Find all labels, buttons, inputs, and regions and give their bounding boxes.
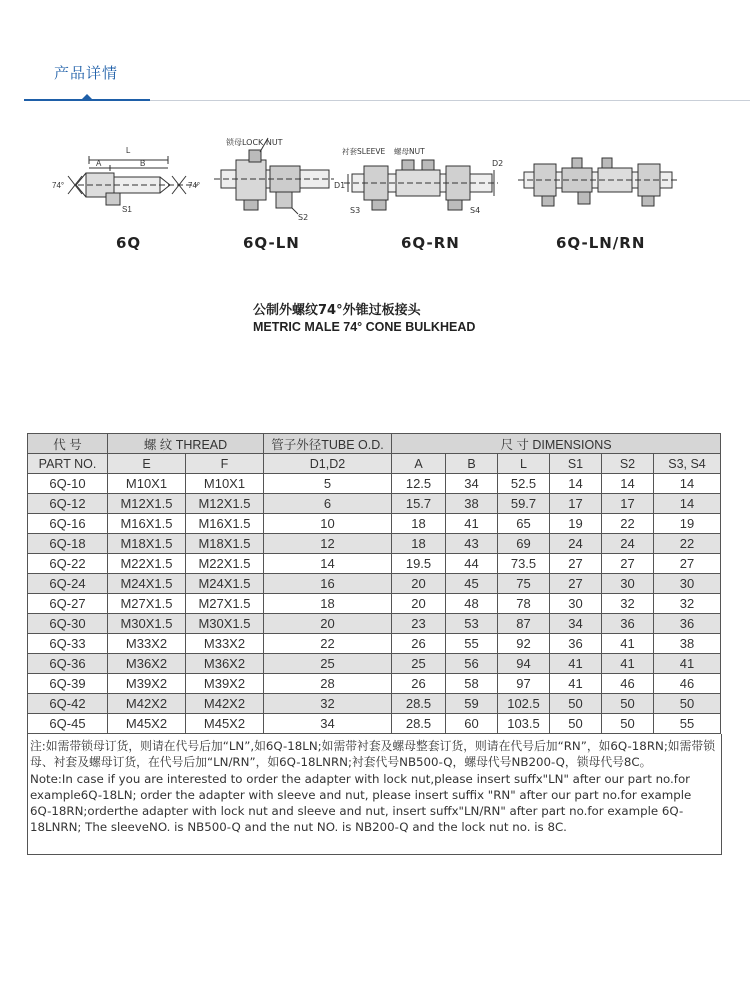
dim-label-s2: S2 (298, 213, 309, 222)
table-cell: 20 (392, 574, 446, 594)
table-header-row-2 (28, 454, 721, 474)
table-cell: 18 (264, 594, 392, 614)
header-tube-od: 管子外径TUBE O.D. (264, 434, 392, 454)
lock-nut-label: 锁母LOCK NUT (226, 138, 283, 147)
table-cell: 10 (264, 514, 392, 534)
figure-label-6q-ln-rn: 6Q-LN/RN (556, 234, 646, 252)
table-cell: 14 (550, 474, 602, 494)
table-cell: 16 (264, 574, 392, 594)
dim-label-s4: S4 (470, 206, 481, 215)
table-cell: 30 (550, 594, 602, 614)
table-cell: 36 (654, 614, 721, 634)
header-e: E (108, 454, 186, 474)
table-cell: 32 (654, 594, 721, 614)
section-title: 产品详情 (54, 64, 119, 82)
table-row (28, 534, 721, 554)
table-cell: 50 (654, 694, 721, 714)
table-cell: M22X1.5 (108, 554, 186, 574)
table-cell: 25 (392, 654, 446, 674)
table-cell: M16X1.5 (186, 514, 264, 534)
table-cell: 28.5 (392, 714, 446, 734)
figure-label-6q-ln: 6Q-LN (243, 234, 300, 252)
table-cell: M12X1.5 (108, 494, 186, 514)
table-cell: 27 (654, 554, 721, 574)
table-cell: M27X1.5 (108, 594, 186, 614)
table-cell: 59.7 (498, 494, 550, 514)
nut-label: 螺母NUT (394, 147, 425, 156)
header-s1: S1 (550, 454, 602, 474)
table-cell: M45X2 (108, 714, 186, 734)
table-cell: 6Q-36 (28, 654, 108, 674)
header-a: A (392, 454, 446, 474)
table-cell: 12 (264, 534, 392, 554)
table-cell: 34 (446, 474, 498, 494)
table-cell: 75 (498, 574, 550, 594)
table-row (28, 694, 721, 714)
table-cell: M42X2 (108, 694, 186, 714)
table-row (28, 494, 721, 514)
table-cell: 19.5 (392, 554, 446, 574)
table-cell: 73.5 (498, 554, 550, 574)
table-cell: 22 (654, 534, 721, 554)
table-row (28, 554, 721, 574)
table-cell: M45X2 (186, 714, 264, 734)
table-cell: 41 (602, 654, 654, 674)
table-cell: M16X1.5 (108, 514, 186, 534)
header-pointer (82, 94, 92, 99)
table-cell: 22 (264, 634, 392, 654)
table-cell: 102.5 (498, 694, 550, 714)
table-cell: 46 (602, 674, 654, 694)
table-cell: 45 (446, 574, 498, 594)
table-cell: 55 (654, 714, 721, 734)
table-cell: M39X2 (108, 674, 186, 694)
table-cell: 103.5 (498, 714, 550, 734)
table-cell: 30 (654, 574, 721, 594)
order-note (27, 734, 722, 855)
table-cell: 50 (550, 714, 602, 734)
table-header-row-1 (28, 434, 721, 454)
angle-label-left: 74° (52, 181, 65, 190)
table-cell: 65 (498, 514, 550, 534)
header-f: F (186, 454, 264, 474)
table-cell: 25 (264, 654, 392, 674)
table-cell: 36 (550, 634, 602, 654)
table-cell: M39X2 (186, 674, 264, 694)
table-cell: 6Q-18 (28, 534, 108, 554)
table-cell: 27 (602, 554, 654, 574)
dim-label-b: B (140, 159, 146, 168)
table-cell: 12.5 (392, 474, 446, 494)
table-cell: 19 (550, 514, 602, 534)
table-cell: 53 (446, 614, 498, 634)
table-cell: 24 (602, 534, 654, 554)
table-cell: M33X2 (108, 634, 186, 654)
table-cell: M24X1.5 (108, 574, 186, 594)
table-cell: 6Q-22 (28, 554, 108, 574)
table-cell: 69 (498, 534, 550, 554)
table-cell: 6Q-39 (28, 674, 108, 694)
table-cell: 22 (602, 514, 654, 534)
table-cell: 34 (550, 614, 602, 634)
table-row (28, 514, 721, 534)
table-cell: 6Q-45 (28, 714, 108, 734)
table-cell: 17 (550, 494, 602, 514)
table-cell: 50 (602, 694, 654, 714)
dim-label-d1: D1 (334, 181, 346, 190)
table-cell: M27X1.5 (186, 594, 264, 614)
table-cell: 59 (446, 694, 498, 714)
table-cell: M10X1 (186, 474, 264, 494)
product-title-en: METRIC MALE 74° CONE BULKHEAD (253, 320, 476, 334)
table-cell: M10X1 (108, 474, 186, 494)
table-cell: M12X1.5 (186, 494, 264, 514)
table-cell: 46 (654, 674, 721, 694)
table-row (28, 674, 721, 694)
table-cell: 52.5 (498, 474, 550, 494)
table-cell: 50 (602, 714, 654, 734)
table-cell: 58 (446, 674, 498, 694)
note-cn: 注:如需带锁母订货，则请在代号后加“LN”,如6Q-18LN;如需带衬套及螺母整套订货，则请在代号后加“RN”，如6Q-18RN;如需带锁母、衬套及螺母订货，在代号后加“LN/RN”，如6Q-18LNRN;衬套代号NB500-Q，螺母代号NB200-Q，锁母代号8C。 (30, 739, 715, 770)
figure-6q-ln-drawing (206, 132, 336, 224)
table-cell: 94 (498, 654, 550, 674)
header-dimensions: 尺 寸 DIMENSIONS (392, 434, 721, 454)
table-cell: 26 (392, 634, 446, 654)
header-thread: 螺 纹 THREAD (108, 434, 264, 454)
table-cell: 14 (654, 494, 721, 514)
figure-6q-drawing (48, 140, 218, 220)
table-cell: 6Q-42 (28, 694, 108, 714)
table-cell: 56 (446, 654, 498, 674)
specification-table (27, 433, 721, 734)
table-cell: 41 (550, 654, 602, 674)
table-cell: 26 (392, 674, 446, 694)
table-cell: M18X1.5 (186, 534, 264, 554)
table-cell: 14 (264, 554, 392, 574)
table-cell: 28 (264, 674, 392, 694)
table-cell: M24X1.5 (186, 574, 264, 594)
header-part-no: PART NO. (28, 454, 108, 474)
table-cell: 6Q-12 (28, 494, 108, 514)
table-cell: 5 (264, 474, 392, 494)
table-cell: M22X1.5 (186, 554, 264, 574)
header-s2: S2 (602, 454, 654, 474)
note-en: Note:In case if you are interested to order the adapter with lock nut,please insert suffx"LN" after our part no.for example6Q-18LN; order the adapter with sleeve and nut, please insert suffix "RN" after our part no.for example 6Q-18RN;orderthe adapter with lock nut and sleeve and nut, insert suffx"LN/RN" after part no.for example 6Q-18LNRN; The sleeveNO. is NB500-Q and the nut NO. is NB200-Q and the lock nut no. is 8C. (30, 771, 692, 835)
table-cell: M18X1.5 (108, 534, 186, 554)
table-cell: 6Q-10 (28, 474, 108, 494)
table-cell: M36X2 (186, 654, 264, 674)
table-cell: 27 (550, 574, 602, 594)
table-row (28, 654, 721, 674)
table-cell: 6Q-16 (28, 514, 108, 534)
table-cell: 18 (392, 534, 446, 554)
table-cell: M42X2 (186, 694, 264, 714)
header-part-cn: 代 号 (28, 434, 108, 454)
table-cell: 50 (550, 694, 602, 714)
table-cell: 41 (550, 674, 602, 694)
table-cell: 14 (602, 474, 654, 494)
table-cell: 6Q-24 (28, 574, 108, 594)
figure-6q-rn-drawing (334, 140, 504, 220)
header-d1-d2: D1,D2 (264, 454, 392, 474)
header-b: B (446, 454, 498, 474)
table-cell: 48 (446, 594, 498, 614)
table-cell: 92 (498, 634, 550, 654)
figure-6q-ln-rn-drawing (518, 156, 678, 212)
table-row (28, 594, 721, 614)
table-cell: 30 (602, 574, 654, 594)
table-cell: 78 (498, 594, 550, 614)
table-cell: M30X1.5 (108, 614, 186, 634)
dim-label-d2: D2 (492, 159, 504, 168)
dim-label-a: A (96, 159, 102, 168)
table-row (28, 574, 721, 594)
dim-label-s3: S3 (350, 206, 361, 215)
sleeve-label: 衬套SLEEVE (342, 147, 386, 156)
table-cell: 36 (602, 614, 654, 634)
table-cell: 43 (446, 534, 498, 554)
figure-label-6q: 6Q (116, 234, 142, 252)
angle-label-right: 74° (188, 181, 201, 190)
table-row (28, 614, 721, 634)
table-row (28, 634, 721, 654)
header-s3-s4: S3, S4 (654, 454, 721, 474)
table-cell: 6Q-33 (28, 634, 108, 654)
table-cell: 14 (654, 474, 721, 494)
table-cell: 19 (654, 514, 721, 534)
dim-label-s1: S1 (122, 205, 132, 214)
header-l: L (498, 454, 550, 474)
table-cell: 6Q-27 (28, 594, 108, 614)
table-cell: 17 (602, 494, 654, 514)
dim-label-l: L (126, 146, 131, 155)
table-cell: M33X2 (186, 634, 264, 654)
table-cell: 24 (550, 534, 602, 554)
figure-label-6q-rn: 6Q-RN (401, 234, 460, 252)
table-cell: 32 (264, 694, 392, 714)
table-cell: 97 (498, 674, 550, 694)
table-cell: 28.5 (392, 694, 446, 714)
table-cell: 20 (392, 594, 446, 614)
table-cell: 41 (446, 514, 498, 534)
table-cell: 41 (654, 654, 721, 674)
table-cell: 38 (446, 494, 498, 514)
table-row (28, 474, 721, 494)
table-cell: 20 (264, 614, 392, 634)
table-cell: 6Q-30 (28, 614, 108, 634)
specification-table-wrapper (27, 433, 720, 855)
table-cell: 38 (654, 634, 721, 654)
table-cell: 44 (446, 554, 498, 574)
table-cell: 32 (602, 594, 654, 614)
table-cell: 87 (498, 614, 550, 634)
header-accent-bar (24, 99, 150, 101)
table-row (28, 714, 721, 734)
table-cell: 41 (602, 634, 654, 654)
table-cell: 34 (264, 714, 392, 734)
table-cell: 55 (446, 634, 498, 654)
table-cell: M30X1.5 (186, 614, 264, 634)
table-cell: 15.7 (392, 494, 446, 514)
table-cell: 27 (550, 554, 602, 574)
table-cell: 60 (446, 714, 498, 734)
table-cell: M36X2 (108, 654, 186, 674)
table-cell: 6 (264, 494, 392, 514)
table-cell: 23 (392, 614, 446, 634)
table-cell: 18 (392, 514, 446, 534)
product-title-cn: 公制外螺纹74°外锥过板接头 (253, 303, 421, 318)
